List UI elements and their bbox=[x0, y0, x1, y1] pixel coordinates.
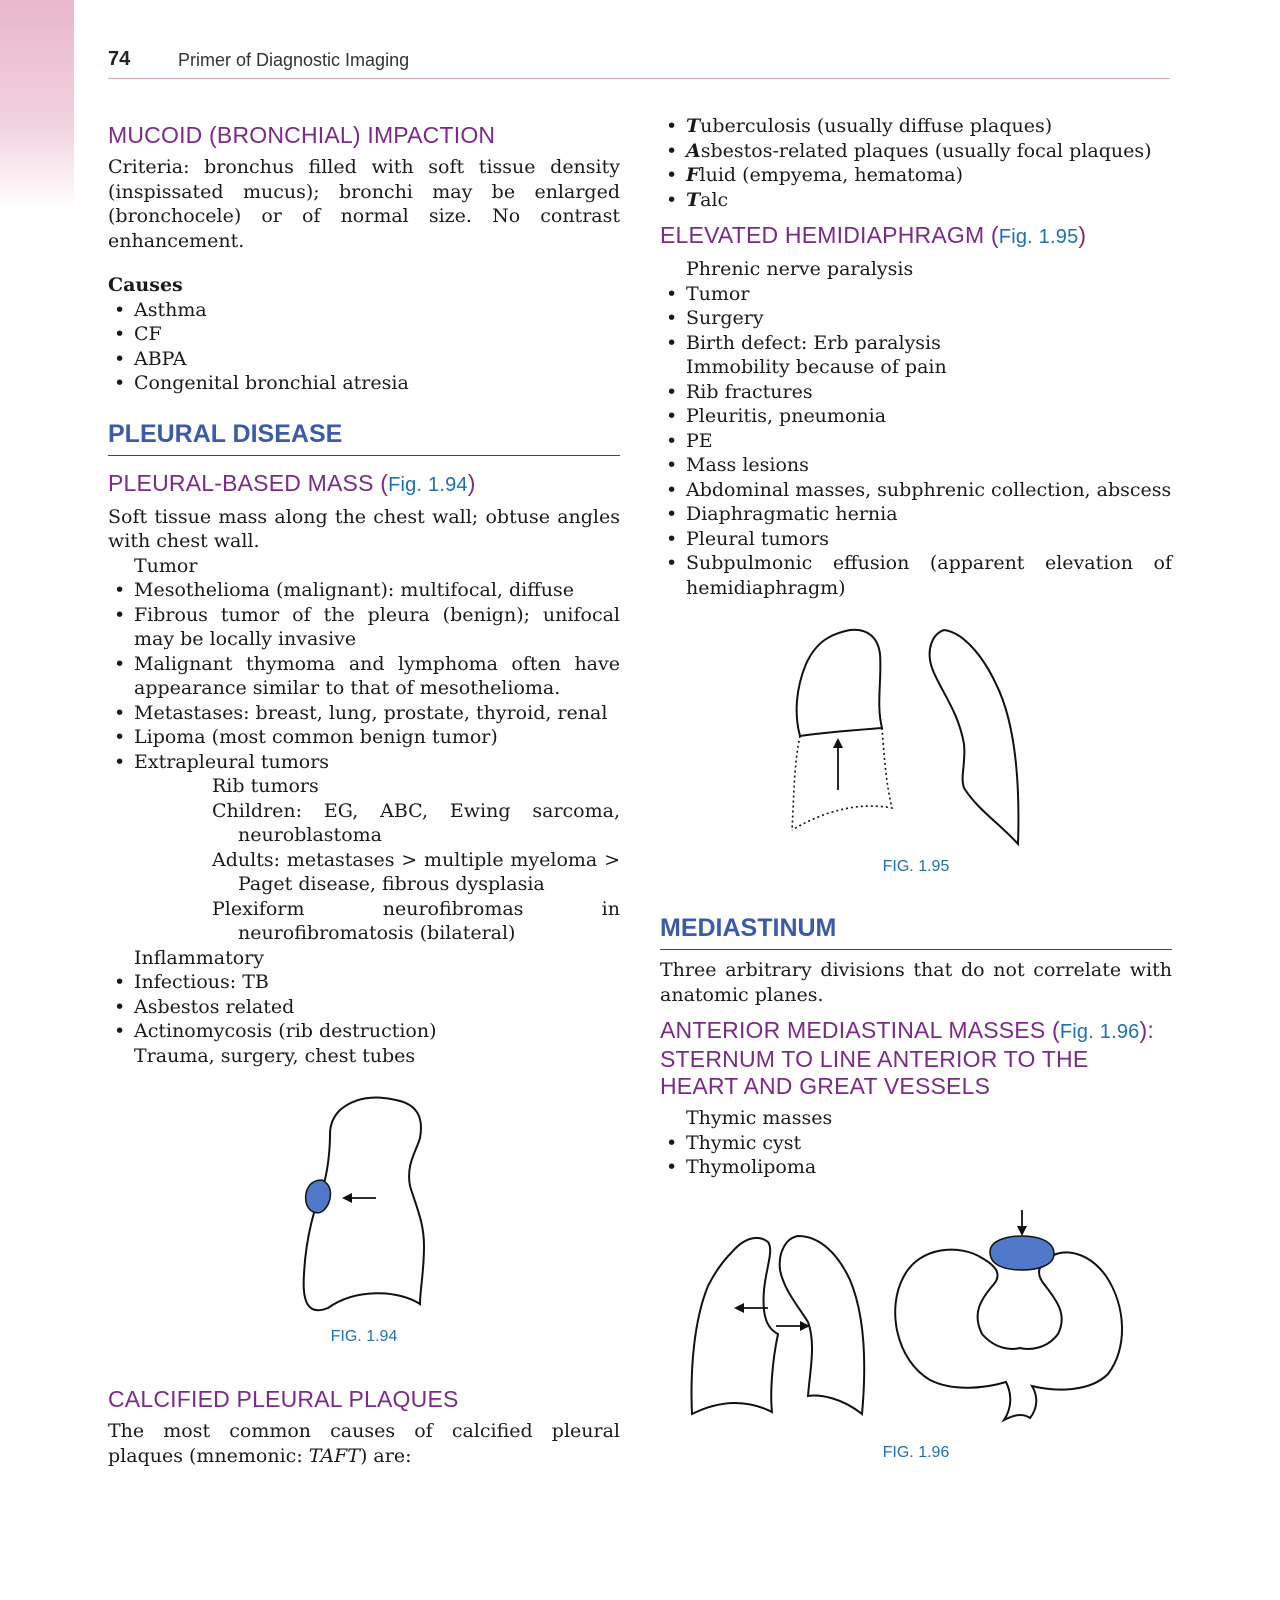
dotted-lung-base bbox=[792, 736, 800, 830]
inflammatory-list bbox=[108, 970, 620, 1044]
list-item: • Subpulmonic effusion (apparent elevation of hemidiaphragm) bbox=[660, 551, 1172, 600]
arrow-head-icon bbox=[1017, 1226, 1027, 1236]
figure-caption: FIG. 1.94 bbox=[330, 1328, 398, 1345]
causes-label: Causes bbox=[108, 274, 183, 296]
mediastinum-heading: MEDIASTINUM bbox=[660, 914, 1172, 950]
pleural-mass-description: Soft tissue mass along the chest wall; obtuse angles with chest wall. bbox=[108, 505, 620, 552]
fig-ref-link[interactable]: Fig. 1.95 bbox=[998, 226, 1079, 248]
right-lung-outline bbox=[692, 1237, 778, 1413]
list-item: • Asbestos related bbox=[108, 995, 620, 1020]
figure-caption: FIG. 1.95 bbox=[882, 858, 950, 875]
list-item: • Diaphragmatic hernia bbox=[660, 502, 1172, 527]
dotted-diaphragm bbox=[792, 728, 892, 830]
thymic-label: Thymic masses bbox=[686, 1107, 833, 1129]
left-lung-outline bbox=[780, 1236, 865, 1414]
left-lung-outline bbox=[930, 630, 1019, 844]
list-item: • Fluid (empyema, hematoma) bbox=[660, 163, 1172, 188]
pleural-based-mass-heading: PLEURAL-BASED MASS (Fig. 1.94) bbox=[108, 469, 476, 496]
trauma-line: Trauma, surgery, chest tubes bbox=[134, 1044, 416, 1067]
calcified-plaques-heading: CALCIFIED PLEURAL PLAQUES bbox=[108, 1386, 459, 1412]
list-item: • Abdominal masses, subphrenic collection, abscess bbox=[660, 478, 1172, 503]
tumor-label: Tumor bbox=[134, 554, 198, 577]
fig-ref-link[interactable]: Fig. 1.96 bbox=[1059, 1021, 1140, 1043]
page-number: 74 bbox=[108, 48, 131, 70]
list-item: Adults: metastases > multiple myeloma > Paget disease, fibrous dysplasia bbox=[212, 848, 620, 895]
mucoid-criteria: Criteria: bronchus filled with soft tissue density (inspissated mucus); bronchi may be enlarged (bronchocele) or of normal size. No contrast enhancement. bbox=[108, 156, 620, 252]
list-item: • Tuberculosis (usually diffuse plaques) bbox=[660, 114, 1172, 139]
arrow-head-icon bbox=[734, 1303, 744, 1313]
arrow-head-icon bbox=[833, 738, 843, 748]
list-item: • Asthma bbox=[108, 298, 620, 323]
list-item: • Congenital bronchial atresia bbox=[108, 371, 620, 396]
pleural-disease-heading: PLEURAL DISEASE bbox=[108, 420, 620, 456]
list-item: • PE bbox=[660, 429, 1172, 454]
taft-list bbox=[660, 114, 1172, 212]
thymic-mass-lesion bbox=[990, 1236, 1054, 1270]
figure-caption: FIG. 1.96 bbox=[882, 1443, 950, 1461]
list-item: • Mesothelioma (malignant): multifocal, diffuse bbox=[108, 578, 620, 603]
list-item: • Birth defect: Erb paralysis bbox=[660, 331, 1172, 356]
right-lung-outline bbox=[797, 630, 882, 736]
immobility-list bbox=[660, 380, 1172, 601]
list-item: • Asbestos-related plaques (usually focal plaques) bbox=[660, 139, 1172, 164]
fig-ref-link[interactable]: Fig. 1.94 bbox=[388, 473, 468, 496]
mediastinum-text: Three arbitrary divisions that do not correlate with anatomic planes. bbox=[660, 959, 1172, 1006]
list-item: • Actinomycosis (rib destruction) bbox=[108, 1019, 620, 1044]
list-item: • Metastases: breast, lung, prostate, thyroid, renal bbox=[108, 701, 620, 726]
list-item: • Infectious: TB bbox=[108, 970, 620, 995]
pleural-mass-diagram bbox=[108, 1094, 620, 1324]
list-item: • Lipoma (most common benign tumor) bbox=[108, 725, 620, 750]
list-item: • Talc bbox=[660, 188, 1172, 213]
phrenic-label: Phrenic nerve paralysis bbox=[686, 258, 914, 280]
immobility-label: Immobility because of pain bbox=[686, 356, 947, 378]
inflammatory-label: Inflammatory bbox=[134, 946, 264, 969]
list-item: • Malignant thymoma and lymphoma often have appearance similar to that of mesothelioma. bbox=[108, 652, 620, 701]
list-item: • Pleuritis, pneumonia bbox=[660, 404, 1172, 429]
axial-chest-outline bbox=[895, 1249, 1122, 1419]
pleural-mass-lesion bbox=[306, 1180, 331, 1213]
figure-1-94 bbox=[108, 1094, 620, 1346]
list-item: Rib tumors bbox=[212, 775, 319, 797]
list-item: Plexiform neurofibromas in neurofibromatosis (bilateral) bbox=[212, 897, 620, 944]
left-column bbox=[108, 96, 620, 1468]
list-item: • Thymolipoma bbox=[660, 1155, 1172, 1180]
anterior-mediastinal-heading: ANTERIOR MEDIASTINAL MASSES (Fig. 1.96): STERNUM TO LINE ANTERIOR TO THE HEART AND GREAT VESSELS bbox=[660, 1017, 1154, 1099]
arrow-head-icon bbox=[342, 1193, 352, 1203]
list-item: • Tumor bbox=[660, 282, 1172, 307]
thymic-list bbox=[660, 1131, 1172, 1180]
causes-list bbox=[108, 298, 620, 396]
anterior-mediastinum-diagram bbox=[660, 1210, 1172, 1440]
list-item: Children: EG, ABC, Ewing sarcoma, neuroblastoma bbox=[212, 799, 620, 846]
calcified-plaques-text: The most common causes of calcified pleural plaques (mnemonic: TAFT) are: bbox=[108, 1420, 620, 1467]
list-item: • Rib fractures bbox=[660, 380, 1172, 405]
phrenic-list bbox=[660, 282, 1172, 356]
list-item: • CF bbox=[108, 322, 620, 347]
list-item: • Mass lesions bbox=[660, 453, 1172, 478]
list-item: • Thymic cyst bbox=[660, 1131, 1172, 1156]
elevated-hemidiaphragm-heading: ELEVATED HEMIDIAPHRAGM (Fig. 1.95) bbox=[660, 222, 1087, 248]
extrapleural-list bbox=[212, 774, 620, 946]
list-item: • Fibrous tumor of the pleura (benign); unifocal may be locally invasive bbox=[108, 603, 620, 652]
list-item: • Extrapleural tumors bbox=[108, 750, 620, 775]
chapter-tab bbox=[0, 0, 74, 210]
page-header bbox=[108, 44, 1170, 79]
right-column bbox=[660, 96, 1172, 1462]
hemidiaphragm-diagram bbox=[660, 624, 1172, 854]
list-item: • Surgery bbox=[660, 306, 1172, 331]
tumor-list bbox=[108, 578, 620, 774]
running-title: Primer of Diagnostic Imaging bbox=[178, 50, 410, 70]
mucoid-impaction-heading: MUCOID (BRONCHIAL) IMPACTION bbox=[108, 122, 496, 148]
list-item: • ABPA bbox=[108, 347, 620, 372]
figure-1-96 bbox=[660, 1210, 1172, 1462]
figure-1-95 bbox=[660, 624, 1172, 876]
list-item: • Pleural tumors bbox=[660, 527, 1172, 552]
